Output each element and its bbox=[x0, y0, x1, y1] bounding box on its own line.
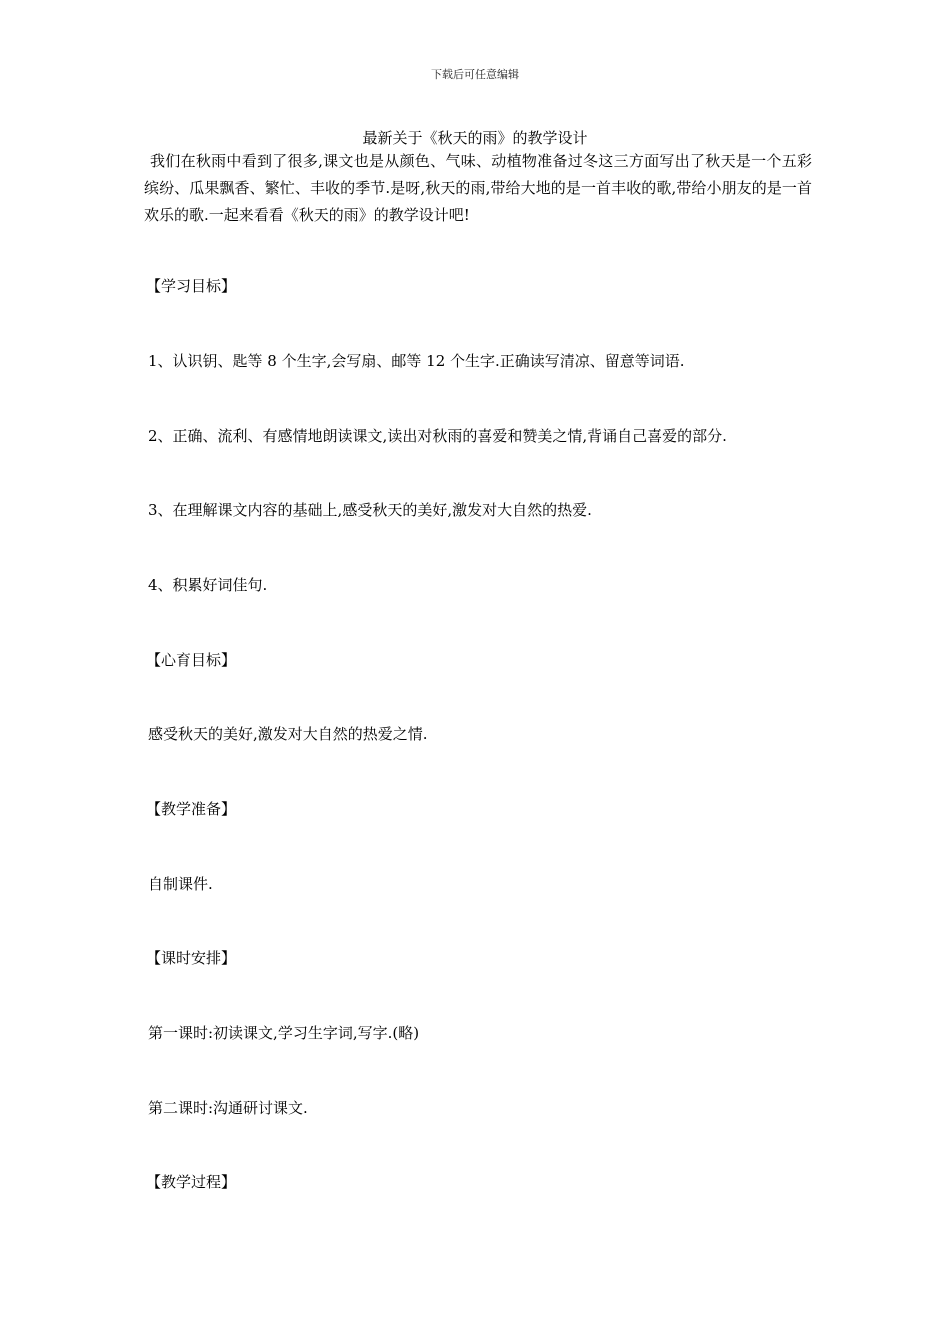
moral-goals-heading: 【心育目标】 bbox=[146, 651, 237, 669]
intro-paragraph: 我们在秋雨中看到了很多,课文也是从颜色、气味、动植物准备过冬这三方面写出了秋天是一个五彩缤纷、瓜果飘香、繁忙、丰收的季节.是呀,秋天的雨,带给大地的是一首丰收的歌,带给小朋友的是一首欢乐的歌.一起来看看《秋天的雨》的教学设计吧! bbox=[144, 152, 812, 224]
document-title: 最新关于《秋天的雨》的教学设计 bbox=[362, 129, 588, 147]
lesson-2: 第二课时:沟通研讨课文. bbox=[148, 1099, 308, 1117]
goal-1: 1、认识钥、匙等 8 个生字,会写扇、邮等 12 个生字.正确读写清凉、留意等词语. bbox=[148, 352, 685, 370]
goal-4: 4、积累好词佳句. bbox=[148, 576, 268, 594]
goal-3: 3、在理解课文内容的基础上,感受秋天的美好,激发对大自然的热爱. bbox=[148, 501, 592, 519]
lesson-1: 第一课时:初读课文,学习生字词,写字.(略) bbox=[148, 1024, 420, 1042]
moral-goal: 感受秋天的美好,激发对大自然的热爱之情. bbox=[148, 725, 428, 743]
learning-goals-heading: 【学习目标】 bbox=[146, 277, 237, 295]
goal-2: 2、正确、流利、有感情地朗读课文,读出对秋雨的喜爱和赞美之情,背诵自己喜爱的部分. bbox=[148, 427, 727, 445]
process-heading: 【教学过程】 bbox=[146, 1173, 237, 1191]
schedule-heading: 【课时安排】 bbox=[146, 949, 237, 967]
preparation-text: 自制课件. bbox=[148, 875, 213, 893]
preparation-heading: 【教学准备】 bbox=[146, 800, 237, 818]
header-note: 下载后可任意编辑 bbox=[431, 68, 519, 81]
